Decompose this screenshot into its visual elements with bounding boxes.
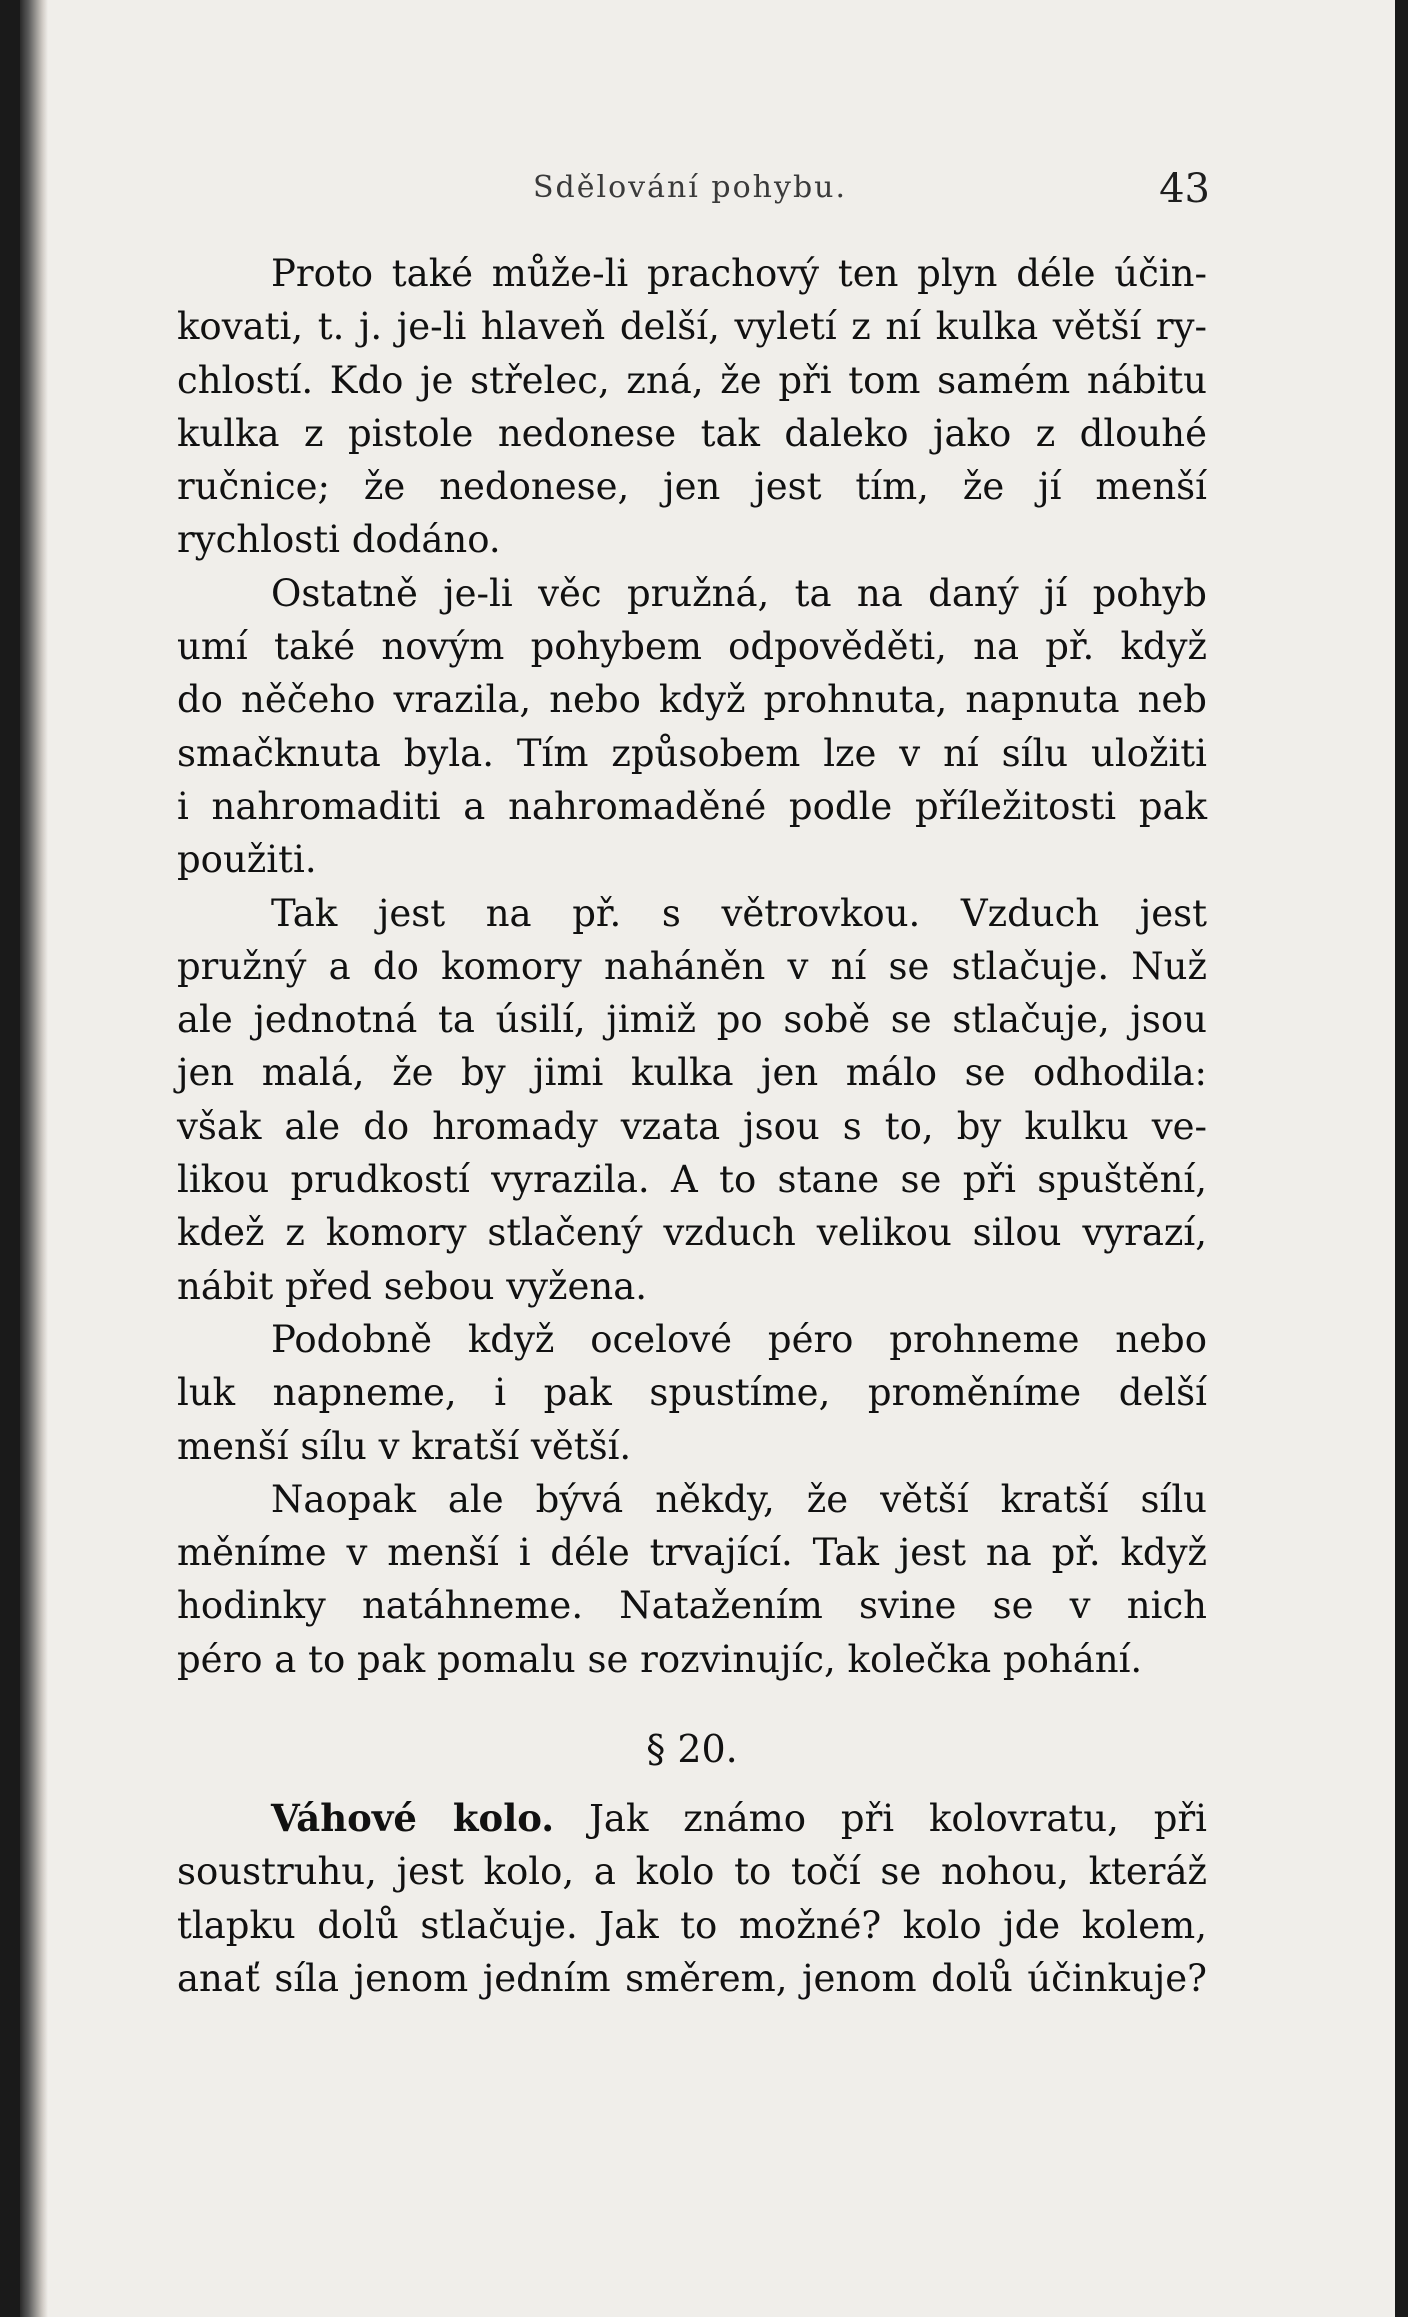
text-line: péro a to pak pomalu se rozvinujíc, kolečka pohání. xyxy=(177,1637,1143,1681)
text-line: nábit před sebou vyžena. xyxy=(177,1264,648,1308)
text-line: jen malá, že by jimi kulka jen málo se odhodila: xyxy=(177,1051,1207,1095)
text-line: do něčeho vrazila, nebo když prohnuta, napnuta neb xyxy=(177,678,1207,722)
text-line: Naopak ale bývá někdy, že větší kratší sílu xyxy=(271,1477,1207,1521)
text-line: tlapku dolů stlačuje. Jak to možné? kolo jde kolem, xyxy=(177,1903,1207,1947)
text-line xyxy=(177,1792,1207,1845)
text-line: soustruhu, jest kolo, a kolo to točí se nohou, kteráž xyxy=(177,1850,1207,1894)
section-heading: Váhové kolo. xyxy=(271,1796,555,1841)
body-text xyxy=(177,247,1207,2005)
text-line: Ostatně je-li věc pružná, ta na daný jí pohyb xyxy=(271,571,1207,615)
text-line: Tak jest na př. s větrovkou. Vzduch jest xyxy=(271,891,1207,935)
text-line: měníme v menší i déle trvající. Tak jest na př. když xyxy=(177,1531,1207,1575)
text-line: umí také novým pohybem odpověděti, na př. když xyxy=(177,625,1207,669)
text-line: luk napneme, i pak spustíme, proměníme delší xyxy=(177,1371,1207,1415)
text-line: Proto také může-li prachový ten plyn déle účin- xyxy=(271,252,1207,295)
text-line: i nahromaditi a nahromaděné podle příležitosti pak xyxy=(177,784,1207,828)
binding-shadow xyxy=(20,0,48,2317)
text-line: anať síla jenom jedním směrem, jenom dolů účinkuje? xyxy=(177,1956,1207,2000)
text-line: Podobně když ocelové péro prohneme nebo xyxy=(271,1317,1207,1361)
section-number: § 20. xyxy=(646,1727,738,1772)
text-line: hodinky natáhneme. Natažením svine se v nich xyxy=(177,1584,1207,1628)
book-page xyxy=(20,0,1395,2317)
text-line: kulka z pistole nedonese tak daleko jako z dlouhé xyxy=(177,411,1207,455)
text-line: rychlosti dodáno. xyxy=(177,518,501,562)
text-line: pružný a do komory naháněn v ní se stlačuje. Nuž xyxy=(177,944,1207,988)
text-line: ručnice; že nedonese, jen jest tím, že jí menší xyxy=(177,465,1207,509)
text-line: smačknuta byla. Tím způsobem lze v ní sílu uložiti xyxy=(177,731,1207,775)
text-line: chlostí. Kdo je střelec, zná, že při tom samém nábitu xyxy=(177,358,1207,402)
text-line: použiti. xyxy=(177,838,317,882)
page-header xyxy=(170,166,1210,220)
text-line: ale jednotná ta úsilí, jimiž po sobě se stlačuje, jsou xyxy=(177,998,1207,1042)
text-line: likou prudkostí vyrazila. A to stane se při spuštění, xyxy=(177,1158,1207,1202)
text-line: kovati, t. j. je-li hlaveň delší, vyletí z ní kulka větší ry- xyxy=(177,305,1207,349)
section-first-line: Jak známo při kolovratu, při xyxy=(589,1797,1207,1841)
text-line: kdež z komory stlačený vzduch velikou silou vyrazí, xyxy=(177,1211,1207,1255)
running-head: Sdělování pohybu. xyxy=(532,170,848,205)
text-line: menší sílu v kratší větší. xyxy=(177,1424,632,1468)
text-line: však ale do hromady vzata jsou s to, by kulku ve- xyxy=(177,1104,1207,1148)
page-number: 43 xyxy=(1159,166,1210,212)
